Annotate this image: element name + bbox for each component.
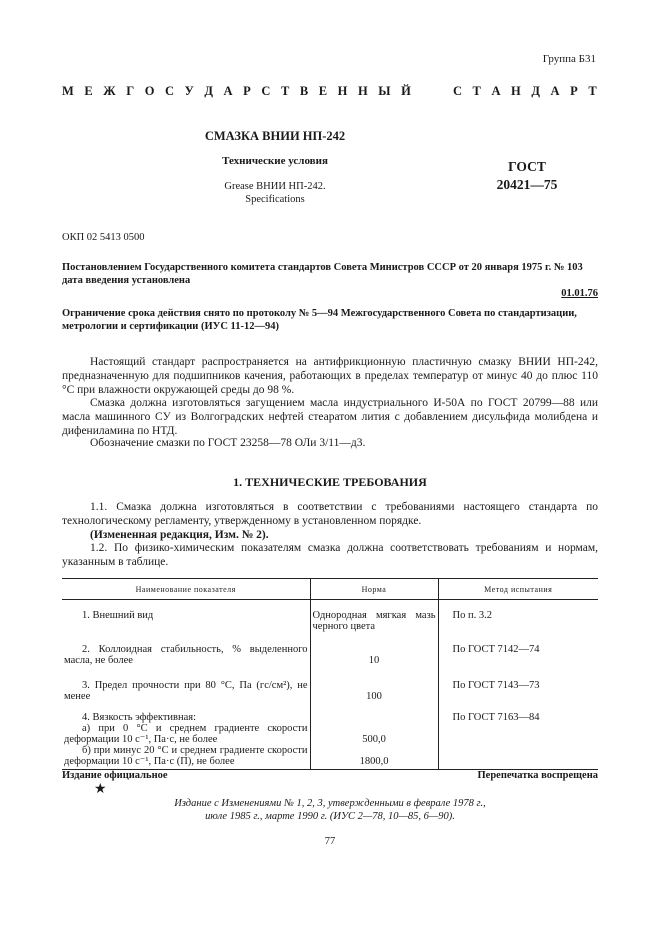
gost-label: ГОСТ xyxy=(508,159,546,174)
banner-letter: С xyxy=(261,84,272,98)
requirements-table xyxy=(62,578,598,770)
intro-date: 01.01.76 xyxy=(561,288,598,299)
banner-letter: Т xyxy=(280,84,291,98)
header-norm: Норма xyxy=(310,579,438,600)
document-title: СМАЗКА ВНИИ НП-242 xyxy=(204,129,346,143)
cell-indicator: 3. Предел прочности при 80 °С, Па (гс/см²), не менее xyxy=(62,680,310,712)
designation-paragraph: Обозначение смазки по ГОСТ 23258—78 ОЛи 3/11—д3. xyxy=(90,437,366,449)
cell-norm: Однородная мягкая мазь черного цвета xyxy=(310,600,438,645)
english-title xyxy=(190,180,360,206)
reprint-prohibited: Перепечатка воспрещена xyxy=(477,770,598,781)
cell-norm: 1800,0 xyxy=(310,745,438,770)
cell-indicator: 1. Внешний вид xyxy=(62,600,310,645)
cell-method xyxy=(438,723,598,745)
banner-letter: Ж xyxy=(103,84,117,98)
banner-letter: Н xyxy=(357,84,369,98)
cell-norm: 500,0 xyxy=(310,723,438,745)
cell-indicator: 4. Вязкость эффективная: xyxy=(62,712,310,723)
table-row xyxy=(62,723,598,745)
cell-method: По ГОСТ 7163—84 xyxy=(452,712,540,723)
cell-norm xyxy=(310,712,438,723)
table-row xyxy=(62,600,598,645)
cell-indicator: б) при минус 20 °С и среднем градиенте скорости деформации 10 с⁻¹, Па·с (П), не более xyxy=(62,745,310,770)
banner-letter: Г xyxy=(126,84,136,98)
gost-number: 20421—75 xyxy=(496,177,558,192)
edition-note-line-2: июле 1985 г., марте 1990 г. (ИУС 2—78, 10—85, 6—90). xyxy=(205,811,455,822)
standard-banner xyxy=(62,84,598,99)
banner-letter: С xyxy=(165,84,176,98)
table-row xyxy=(62,680,598,712)
banner-letter: Р xyxy=(570,84,579,98)
banner-letter: О xyxy=(144,84,156,98)
english-title-line-1: Grease ВНИИ НП-242. xyxy=(224,181,326,192)
okp-code: ОКП 02 5413 0500 xyxy=(62,232,145,243)
banner-letter: Й xyxy=(401,84,412,98)
banner-letter: Д xyxy=(204,84,214,98)
clause-1-2: 1.2. По физико-химическим показателям смазка должна соответствовать требованиям и нормам, указанным в таблице. xyxy=(62,542,598,568)
edition-note-line-1: Издание с Изменениями № 1, 2, 3, утвержденными в феврале 1978 г., xyxy=(174,798,486,809)
banner-letter: В xyxy=(299,84,310,98)
page-number: 77 xyxy=(324,836,336,847)
header-method: Метод испытания xyxy=(438,579,598,600)
cell-norm: 10 xyxy=(310,644,438,680)
banner-letter: С xyxy=(452,84,463,98)
table-row xyxy=(62,644,598,680)
banner-letter: А xyxy=(223,84,234,98)
banner-letter: Е xyxy=(318,84,329,98)
table-row xyxy=(62,745,598,770)
cell-indicator: а) при 0 °С и среднем градиенте скорости деформации 10 с⁻¹, Па·с, не более xyxy=(62,723,310,745)
banner-letter: У xyxy=(184,84,195,98)
header-indicator: Наименование показателя xyxy=(62,579,310,600)
table-row xyxy=(62,712,598,723)
banner-letter: А xyxy=(491,84,502,98)
banner-letter: Т xyxy=(588,84,598,98)
cell-method xyxy=(438,745,598,770)
cell-method: По ГОСТ 7142—74 xyxy=(452,644,540,655)
amendment-note: (Измененная редакция, Изм. № 2). xyxy=(90,529,269,541)
cell-method: По п. 3.2 xyxy=(452,610,492,621)
clause-1-1: 1.1. Смазка должна изготовляться в соответствии с требованиями настоящего стандарта по технологическому регламенту, утвержденному в установленном порядке. xyxy=(62,501,598,527)
banner-letter: М xyxy=(62,84,75,98)
group-code: Группа Б31 xyxy=(542,53,596,65)
composition-paragraph: Смазка должна изготовляться загущением масла индустриального И-50А по ГОСТ 20799—88 или масла машинного СУ из Волгоградских нефтей стеаратом лития с добавлением дисульфида молибдена и дифениламина по НТД. xyxy=(62,397,598,437)
document-subtitle: Технические условия xyxy=(222,155,328,167)
banner-letter: Т xyxy=(472,84,482,98)
banner-letter: Ы xyxy=(378,84,392,98)
star-icon: ★ xyxy=(94,782,107,797)
limitation-note: Ограничение срока действия снято по протоколу № 5—94 Межгосударственного Совета по стандартизации, метрологии и сертификации (ИУС 11-12—94) xyxy=(62,308,577,332)
banner-letter: Н xyxy=(337,84,349,98)
table-header-row xyxy=(62,579,598,600)
banner-letter: Н xyxy=(511,84,522,98)
cell-method: По ГОСТ 7143—73 xyxy=(452,680,540,691)
gost-designation xyxy=(492,158,562,194)
section-heading: 1. ТЕХНИЧЕСКИЕ ТРЕБОВАНИЯ xyxy=(233,475,427,489)
cell-indicator: 2. Коллоидная стабильность, % выделенного масла, не более xyxy=(62,644,310,680)
banner-letter: А xyxy=(550,84,561,98)
banner-letter: Е xyxy=(84,84,94,98)
decree-text: Постановлением Государственного комитета стандартов Совета Министров СССР от 20 января 1975 г. № 103 дата введения установлена xyxy=(62,262,583,286)
banner-letter: Р xyxy=(243,84,252,98)
banner-gap xyxy=(421,84,443,99)
english-title-line-2: Specifications xyxy=(245,194,305,205)
intro-paragraph: Настоящий стандарт распространяется на антифрикционную пластичную смазку ВНИИ НП-242, предназначенную для подшипников качения, работающих в пределах температур от минус 40 до плюс 110 °С при влажности окружающей среды до 98 %. xyxy=(62,356,598,396)
official-edition: Издание официальное xyxy=(62,770,168,781)
cell-norm: 100 xyxy=(310,680,438,712)
banner-letter: Д xyxy=(531,84,541,98)
edition-note xyxy=(62,797,598,823)
